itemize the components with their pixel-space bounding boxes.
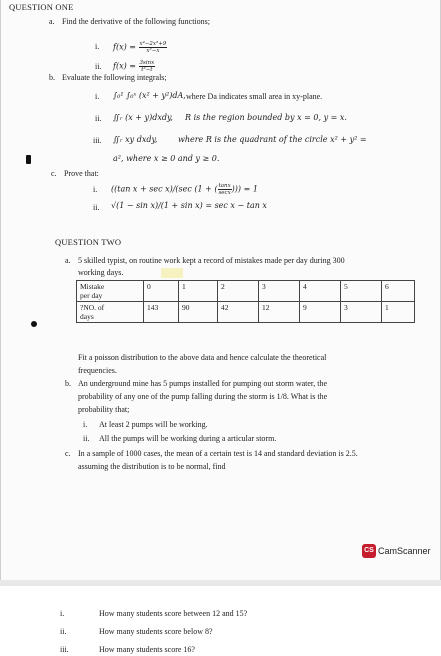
q1b-iii-note: where R is the quadrant of the circle x² + y² =	[178, 135, 367, 144]
q2b-label: b.	[65, 379, 71, 388]
q1a-text: Find the derivative of the following functions;	[62, 17, 210, 26]
q1c-ii-num: ii.	[93, 203, 100, 212]
table-cell: 1	[179, 281, 218, 302]
q1b-i-expr: ∫₀¹ ∫₀ˣ (x² + y²)dA,	[113, 91, 186, 100]
camscanner-label: CamScanner	[378, 545, 431, 556]
table-cell: 3	[341, 302, 382, 323]
margin-mark-left	[26, 155, 31, 164]
q1a-label: a.	[49, 17, 55, 26]
q1c-text: Prove that:	[64, 169, 99, 178]
q1a-ii-expr: f(x) = $\frac{3\sin x}{\text{t²−t}}$	[113, 60, 155, 73]
q1b-ii-expr: ∬ᵣ (x + y)dxdy,	[113, 113, 173, 122]
q2b-i-num: i.	[83, 420, 88, 429]
mistakes-frequency-table	[76, 280, 415, 323]
q2c-line2: assuming the distribution is to be normal, find	[78, 462, 226, 471]
table-header-days: ?NO. of days	[77, 302, 144, 323]
q1b-label: b.	[49, 73, 55, 82]
q2b-line2: probability of any one of the pump falling during the storm is 1/8. What is the	[78, 392, 328, 401]
p2-iii-num: iii.	[60, 645, 69, 654]
p2-i-num: i.	[60, 609, 65, 618]
q1b-text: Evaluate the following integrals;	[62, 73, 167, 82]
table-row-mistakes	[77, 281, 415, 302]
table-cell: 9	[300, 302, 341, 323]
q1b-i-num: i.	[95, 92, 100, 101]
q2a-text-line2: working days.	[78, 268, 124, 277]
table-cell: 5	[341, 281, 382, 302]
p2-ii-text: How many students score below 8?	[99, 627, 213, 636]
table-cell: 0	[144, 281, 179, 302]
q1a-i-expr: f(x) = $\frac{\text{x⁴−2x³+9}}{\text{x²−x}}$	[113, 41, 167, 54]
table-cell: 3	[259, 281, 300, 302]
table-cell: 2	[218, 281, 259, 302]
q2b-ii-text: All the pumps will be working during a articular storm.	[99, 434, 277, 443]
table-cell: 6	[382, 281, 415, 302]
q2c-line1: In a sample of 1000 cases, the mean of a certain test is 14 and standard deviation is 2.5.	[78, 449, 358, 458]
q1b-ii-num: ii.	[95, 114, 102, 123]
q1c-i-expr: ((tan x + sec x)/(sec (1 + ( $\frac{\tan x}{\sec x}$ ))) = 1	[111, 183, 258, 196]
table-cell: 12	[259, 302, 300, 323]
page-separator	[0, 580, 441, 586]
table-header-mistakes: Mistake per day	[77, 281, 144, 302]
camscanner-logo-icon: CS	[362, 544, 376, 558]
q2b-i-text: At least 2 pumps will be working.	[99, 420, 208, 429]
q1a-ii-num: ii.	[95, 62, 102, 71]
table-cell: 90	[179, 302, 218, 323]
table-cell: 1	[382, 302, 415, 323]
p2-ii-num: ii.	[60, 627, 67, 636]
p2-iii-text: How many students score 16?	[99, 645, 195, 654]
q2a-after-line2: frequencies.	[78, 366, 117, 375]
q2a-text-line1: 5 skilled typist, on routine work kept a record of mistakes made per day during 300	[78, 256, 345, 265]
table-cell: 4	[300, 281, 341, 302]
q1b-iii-cont: a², where x ≥ 0 and y ≥ 0.	[113, 154, 220, 163]
margin-mark-left-2	[31, 321, 37, 327]
q1b-iii-expr: ∬ᵣ xy dxdy,	[113, 135, 158, 144]
highlight-mark	[161, 268, 183, 278]
q2a-after-line1: Fit a poisson distribution to the above data and hence calculate the theoretical	[78, 353, 327, 362]
question-one-heading: QUESTION ONE	[9, 2, 74, 12]
q1b-ii-note: R is the region bounded by x = 0, y = x.	[185, 113, 347, 122]
p2-i-text: How many students score between 12 and 15?	[99, 609, 248, 618]
table-cell: 143	[144, 302, 179, 323]
table-cell: 42	[218, 302, 259, 323]
q1b-i-note: where Da indicates small area in xy-plane.	[186, 92, 323, 101]
q1b-iii-num: iii.	[93, 136, 102, 145]
q2b-ii-num: ii.	[83, 434, 90, 443]
q1a-i-num: i.	[95, 42, 100, 51]
q2a-label: a.	[65, 256, 71, 265]
q2b-line3: probability that;	[78, 405, 130, 414]
q1c-label: c.	[51, 169, 57, 178]
q2b-line1: An underground mine has 5 pumps installed for pumping out storm water, the	[78, 379, 328, 388]
camscanner-watermark	[362, 543, 431, 558]
question-two-heading: QUESTION TWO	[55, 237, 122, 247]
q1c-ii-expr: √(1 − sin x)/(1 + sin x) = sec x − tan x	[111, 201, 267, 210]
q1c-i-num: i.	[93, 185, 98, 194]
table-row-days	[77, 302, 415, 323]
q2c-label: c.	[65, 449, 71, 458]
